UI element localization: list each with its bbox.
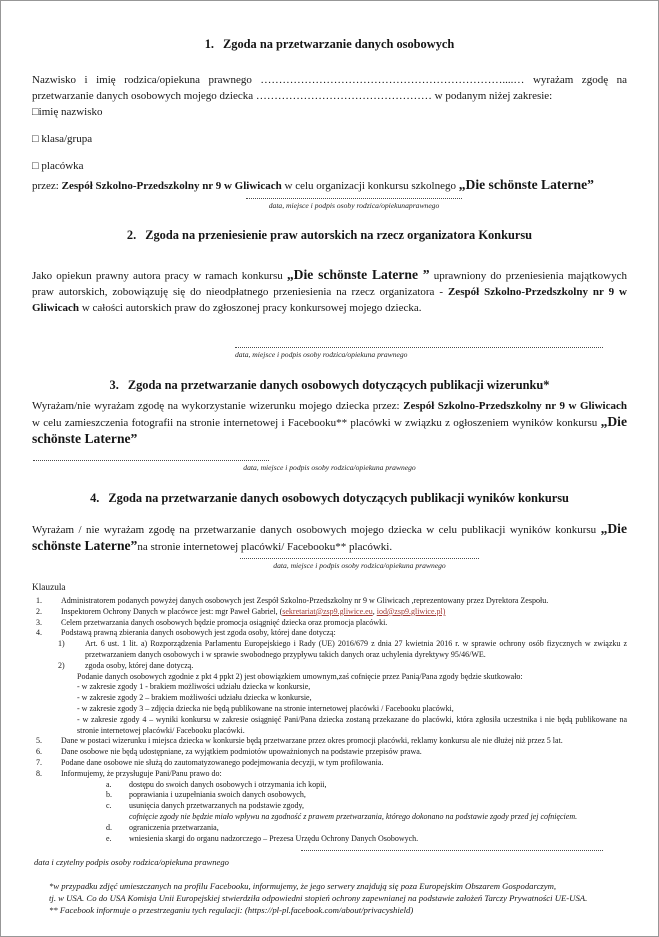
text-run: Zespół Szkolno-Przedszkolny nr 9 w Gliwicach bbox=[61, 180, 282, 192]
item-text: - w zakresie zgody 3 – zdjęcia dziecka nie będą publikowane na stronie internetowej placówki / Facebooku placówki, bbox=[77, 703, 454, 713]
klauzula-item bbox=[32, 661, 627, 672]
text-run: Zespół Szkolno-Przedszkolny nr 9 w Gliwicach bbox=[403, 400, 627, 412]
signature-block-2 bbox=[32, 345, 627, 359]
item-text: cofnięcie zgody nie będzie miało wpływu na zgodność z prawem przetwarzania, którego dokonano na podstawie zgody przed jej cofnięciem. bbox=[129, 811, 578, 821]
footnote-line-1: *w przypadku zdjęć umieszczanych na profilu Facebooku, informujemy, że jego serwery znajdują się poza Europejskim Obszarem Gospodarczym, bbox=[49, 881, 557, 892]
item-label: b. bbox=[106, 790, 112, 800]
item-text: poprawiania i uzupełniania swoich danych osobowych, bbox=[129, 790, 306, 800]
text-run: w celu organizacji konkursu szkolnego bbox=[281, 180, 459, 192]
text-run: „Die schönste Laterne” bbox=[32, 414, 627, 446]
item-label: 5. bbox=[36, 736, 42, 746]
item-text: Administratorem podanych powyżej danych osobowych jest Zespół Szkolno-Przedszkolny nr 9 w Gliwicach ,reprezentowany przez Dyrektora Zespołu. bbox=[61, 596, 549, 605]
section-1-title: Zgoda na przetwarzanie danych osobowych bbox=[222, 37, 455, 51]
item-text: dostępu do swoich danych osobowych i otrzymania ich kopii, bbox=[129, 779, 327, 789]
section-2-number: 2. bbox=[126, 228, 137, 242]
s1-przez-line bbox=[32, 177, 627, 194]
text-run: Zespół Szkolno-Przedszkolny nr 9 w Gliwicach bbox=[32, 286, 628, 314]
item-label: 1. bbox=[36, 596, 42, 605]
klauzula-item bbox=[32, 769, 627, 780]
item-label: 6. bbox=[36, 747, 42, 757]
klauzula-item bbox=[32, 607, 627, 618]
item-label: a. bbox=[106, 779, 112, 789]
section-4-number: 4. bbox=[90, 491, 100, 505]
klauzula-item bbox=[32, 672, 627, 683]
item-label: c. bbox=[106, 801, 112, 811]
item-text: ograniczenia przetwarzania, bbox=[129, 822, 219, 832]
item-label: 3. bbox=[36, 617, 42, 627]
klauzula-item bbox=[32, 758, 627, 769]
klauzula-list bbox=[32, 596, 627, 844]
item-label: 2) bbox=[58, 660, 65, 670]
signature-block-3 bbox=[32, 458, 627, 472]
footnote-line-3: ** Facebook informuje o przestrzeganiu tych regulacji: (https://pl-pl.facebook.com/about/privacyshield) bbox=[49, 904, 414, 915]
section-1-heading bbox=[32, 37, 627, 52]
klauzula-item bbox=[32, 693, 627, 704]
section-3-number: 3. bbox=[109, 378, 119, 392]
signature-line-2 bbox=[235, 345, 603, 348]
item-label: d. bbox=[106, 822, 112, 832]
item-text: wniesienia skargi do organu nadzorczego – Prezesa Urzędu Ochrony Danych Osobowych. bbox=[129, 833, 419, 843]
item-text: Dane w postaci wizerunku i miejsca dziecka w konkursie będą przetwarzane przez okres promocji placówki, reklamy konkursu ale nie dłużej niż przez 5 lat. bbox=[61, 736, 563, 746]
text-run: „Die schönste Laterne” bbox=[32, 521, 627, 553]
text-run: uprawniony do przeniesienia majątkowych praw autorskich, zobowiązuję się do nieodpłatnego przeniesienia na rzecz organizatora - bbox=[32, 270, 627, 298]
item-label: 2. bbox=[36, 606, 42, 616]
klauzula-item bbox=[32, 639, 627, 661]
signature-line-1 bbox=[246, 196, 462, 199]
klauzula-item bbox=[32, 780, 627, 791]
klauzula-title: Klauzula bbox=[32, 583, 66, 593]
text-run: przez: bbox=[32, 180, 62, 192]
final-signature-caption: data i czytelny podpis osoby rodzica/opiekuna prawnego bbox=[34, 857, 229, 868]
item-text: Informujemy, że przysługuje Pani/Panu prawo do: bbox=[61, 768, 222, 778]
s4-paragraph bbox=[32, 521, 627, 555]
section-3-heading bbox=[32, 378, 627, 393]
section-2-title: Zgoda na przeniesienie praw autorskich na rzecz organizatora Konkursu bbox=[145, 228, 533, 242]
item-label: 4. bbox=[36, 628, 42, 638]
item-text: - w zakresie zgody 1 - brakiem możliwości udziału dziecka w konkursie, bbox=[77, 682, 311, 692]
item-text: - w zakresie zgody 4 – wyniki konkursu w zakresie osiągnięć Pani/Pana dziecka zostaną przekazane do placówki, która zgłosiła uczestnika i nie będą publikowane na stronie internetowej placówki/ Facebooku placówki. bbox=[77, 714, 627, 735]
item-text: - w zakresie zgody 2 – brakiem możliwości udziału dziecka w konkursie, bbox=[77, 693, 312, 703]
item-text bbox=[61, 607, 627, 618]
signature-line-4 bbox=[240, 556, 479, 559]
klauzula-item bbox=[32, 790, 627, 801]
signature-caption-2: data, miejsce i podpis osoby rodzica/opiekuna prawnego bbox=[235, 350, 408, 359]
email-link[interactable]: iod@zsp9.gliwice.pl) bbox=[376, 606, 446, 616]
text-run: na stronie internetowej placówki/ Facebooku** placówki. bbox=[137, 541, 393, 553]
klauzula-item bbox=[32, 628, 627, 639]
s3-paragraph bbox=[32, 398, 627, 448]
item-text: Podanie danych osobowych zgodnie z pkt 4 ppkt 2) jest obowiązkiem umownym,zaś cofnięcie przez Panią/Pana zgody będzie skutkowało: bbox=[77, 671, 523, 681]
text-run: Wyrażam/nie wyrażam zgodę na wykorzystanie wizerunku mojego dziecka przez: bbox=[32, 400, 404, 412]
text-run: Inspektorem Ochrony Danych w placówce jest: mgr Paweł Gabriel, ( bbox=[61, 606, 283, 616]
final-signature-line bbox=[301, 848, 603, 851]
klauzula-item bbox=[32, 596, 627, 607]
signature-line-3 bbox=[33, 458, 269, 461]
klauzula-item bbox=[32, 736, 627, 747]
item-text: Podstawą prawną zbierania danych osobowych jest zgoda osoby, której dane dotyczą: bbox=[61, 628, 336, 638]
klauzula-item bbox=[32, 682, 627, 693]
text-run: Wyrażam / nie wyrażam zgodę na przetwarzanie danych osobowych mojego dziecka w celu publikacji wyników konkursu bbox=[32, 524, 601, 536]
email-link[interactable]: sekretariat@zsp9.gliwice.eu bbox=[282, 606, 373, 616]
section-1-number: 1. bbox=[204, 37, 214, 51]
footnote-line-2: tj. w USA. Co do USA Komisja Unii Europejskiej stwierdziła odpowiedni stopień ochrony zapewnianej na podstawie założeń Tarczy Prywatności UE-USA. bbox=[49, 892, 588, 903]
final-signature-block bbox=[32, 848, 627, 851]
section-4-title: Zgoda na przetwarzanie danych osobowych dotyczących publikacji wyników konkursu bbox=[108, 491, 569, 505]
klauzula-item bbox=[32, 704, 627, 715]
item-label: 7. bbox=[36, 757, 42, 767]
text-run: , bbox=[372, 606, 377, 616]
checkbox-row-class-group: □ klasa/grupa bbox=[32, 133, 93, 145]
signature-caption-1: data, miejsce i podpis osoby rodzica/opiekunaprawnego bbox=[268, 201, 440, 210]
item-text: Dane osobowe nie będą udostępniane, za wyjątkiem podmiotów upoważnionych na podstawie przepisów prawa. bbox=[61, 747, 422, 757]
item-label: e. bbox=[106, 833, 112, 843]
item-text: Celem przetwarzania danych osobowych będzie promocja osiągnięć dziecka oraz promocja placówki. bbox=[61, 617, 388, 627]
text-run: w celu zamieszczenia fotografii na stronie internetowej i Facebooku** placówki w związku z ogłoszeniem wyników konkursu bbox=[32, 417, 601, 429]
s1-intro-paragraph: Nazwisko i imię rodzica/opiekuna prawnego …………………………………………………………....… wyrażam zgodę na przetwarzanie danych osobowych mojego dziecka ………………………………………… w podanym niżej zakresie: bbox=[32, 74, 627, 102]
signature-caption-3: data, miejsce i podpis osoby rodzica/opiekuna prawnego bbox=[243, 463, 416, 472]
klauzula-item bbox=[32, 823, 627, 834]
item-text: usunięcia danych przetwarzanych na podstawie zgody, bbox=[129, 801, 304, 811]
signature-caption-4: data, miejsce i podpis osoby rodzica/opiekuna prawnego bbox=[273, 561, 446, 570]
klauzula-item bbox=[32, 801, 627, 812]
section-4-heading bbox=[32, 491, 627, 506]
item-label: 1) bbox=[58, 639, 65, 649]
checkbox-row-name-surname: □imię nazwisko bbox=[32, 106, 103, 118]
klauzula-item bbox=[32, 747, 627, 758]
item-text: Podane dane osobowe nie służą do zautomatyzowanego podejmowania decyzji, w tym profilowania. bbox=[61, 757, 384, 767]
item-label: 8. bbox=[36, 768, 42, 778]
klauzula-item bbox=[32, 715, 627, 737]
text-run: w całości autorskich praw do zgłoszonej pracy konkursowej mojego dziecka. bbox=[79, 302, 422, 314]
text-run: Jako opiekun prawny autora pracy w ramach konkursu bbox=[32, 270, 287, 282]
section-3-title: Zgoda na przetwarzanie danych osobowych dotyczących publikacji wizerunku* bbox=[127, 378, 550, 392]
klauzula-item bbox=[32, 618, 627, 629]
checkbox-row-facility: □ placówka bbox=[32, 160, 84, 172]
item-text: zgoda osoby, której dane dotyczą. bbox=[85, 660, 194, 670]
item-text: Art. 6 ust. 1 lit. a) Rozporządzenia Parlamentu Europejskiego i Rady (UE) 2016/679 z dnia 27 kwietnia 2016 r. w sprawie ochrony osób fizycznych w związku z przetwarzaniem danych osobowych i w sprawie swobodnego przypływu takich danych oraz uchylenia dyrektywy 95/46/WE. bbox=[85, 639, 627, 659]
signature-block-4 bbox=[32, 556, 627, 570]
s2-paragraph bbox=[32, 267, 627, 316]
klauzula-item bbox=[32, 834, 627, 845]
klauzula-item bbox=[32, 812, 627, 823]
signature-block-1 bbox=[32, 196, 627, 210]
text-run: „Die schönste Laterne ” bbox=[286, 267, 430, 282]
section-2-heading bbox=[32, 228, 627, 243]
text-run: „Die schönste Laterne” bbox=[458, 177, 594, 192]
